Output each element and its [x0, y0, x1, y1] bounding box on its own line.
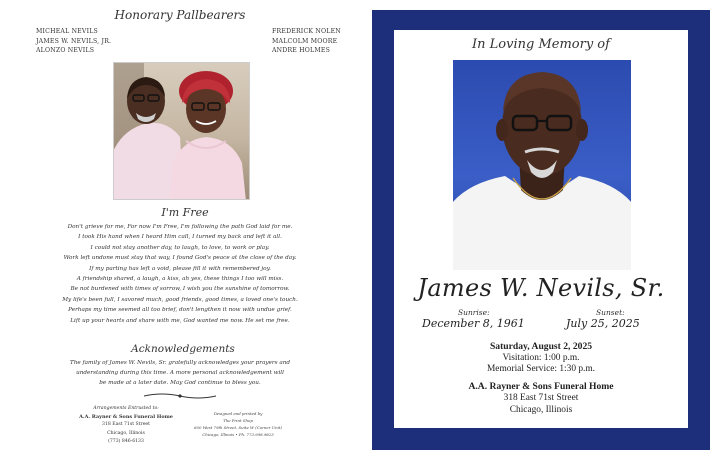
acknowledgements-title: Acknowledgements [131, 343, 235, 355]
cover-card [394, 30, 688, 428]
printer-line: Chicago, Illinois • Ph. 773.998.9823 [202, 432, 274, 437]
poem-line: If my parting has left a void, please fill it with remembered joy. [89, 265, 271, 272]
service-date: Saturday, August 2, 2025 [489, 341, 593, 352]
arrangements-line: Chicago, Illinois [107, 430, 145, 436]
arrangements-line: (773) 846-6133 [108, 438, 144, 444]
divider-ornament-icon [142, 391, 218, 401]
pallbearer-name: MICHEAL NEVILS [36, 28, 98, 35]
poem-line: My life's been full, I savored much, good friends, good times, a loved one's touch. [62, 296, 298, 303]
poem-line: Be not burdened with times of sorrow, I wish you the sunshine of tomorrow. [70, 286, 290, 293]
memorial-service-time: Memorial Service: 1:30 p.m. [486, 364, 596, 375]
pallbearer-name: JAMES W. NEVILS, JR. [36, 37, 112, 45]
program-cover [372, 10, 710, 450]
sunset-label: Sunset: [596, 308, 625, 317]
deceased-portrait [453, 60, 631, 270]
in-loving-memory-heading: In Loving Memory of [472, 37, 610, 52]
pallbearer-name: ANDRE HOLMES [272, 47, 331, 55]
ack-line: understanding during this time. A more personal acknowledgement will [76, 370, 284, 376]
ack-line: The family of James W. Nevils, Sr. gratefully acknowledges your prayers and [69, 360, 291, 366]
visitation-time: Visitation: 1:00 p.m. [502, 353, 580, 363]
poem-line: Lift up your hearts and share with me, God wanted me now. He set me free. [70, 317, 290, 324]
poem-line: I could not stay another day, to laugh, to love, to work or play. [90, 244, 270, 251]
sunrise-label: Sunrise: [458, 308, 490, 317]
deceased-name: James W. Nevils, Sr. [417, 274, 665, 302]
acknowledgements-text [54, 358, 306, 388]
printer-name: The Print Shop [223, 418, 253, 423]
funeral-home-name: A.A. Rayner & Sons Funeral Home [468, 381, 614, 393]
pallbearer-name: ALONZO NEVILS [36, 47, 95, 55]
poem-line: Perhaps my time seemed all too brief, don't lengthen it now with undue grief. [68, 307, 292, 314]
arrangements-funeral-home: A.A. Rayner & Sons Funeral Home [79, 414, 173, 421]
couple-photo [113, 62, 250, 200]
arrangements-header: Arrangements Entrusted to: [93, 406, 159, 411]
poem-text [42, 222, 318, 326]
funeral-home-address: 318 East 71st Street [503, 393, 579, 404]
sunset-date: July 25, 2025 [566, 317, 640, 330]
service-details [394, 341, 688, 416]
pallbearers-left-list [36, 27, 111, 56]
funeral-home-city: Chicago, Illinois [509, 404, 573, 415]
poem-line: Work left undone must stay that way, I found God's peace at the close of the day. [63, 255, 297, 262]
sunrise-date: December 8, 1961 [422, 317, 525, 330]
pallbearers-title: Honorary Pallbearers [114, 8, 246, 22]
ack-line: be made at a later date. May God continue to bless you. [99, 380, 261, 386]
pallbearer-name: FREDERICK NOLEN [272, 28, 341, 35]
poem-line: Don't grieve for me, For now I'm Free, I'm following the path God laid for me. [67, 224, 293, 230]
poem-title: I'm Free [161, 206, 209, 219]
pallbearers-right-list [272, 27, 341, 56]
printer-header: Designed and printed by [213, 411, 263, 416]
pallbearer-name: MALCOLM MOORE [272, 37, 338, 45]
arrangements-block [70, 405, 182, 446]
printer-line: 600 West 79th Street, Suite W (Corner Unit) [194, 425, 282, 430]
poem-line: I took His hand when I heard Him call, I turned my back and left it all. [78, 234, 282, 241]
printer-credit [188, 410, 288, 438]
poem-line: A friendship shared, a laugh, a kiss, ah yes, these things I too will miss. [76, 276, 284, 283]
arrangements-line: 318 East 71st Street [102, 422, 150, 428]
